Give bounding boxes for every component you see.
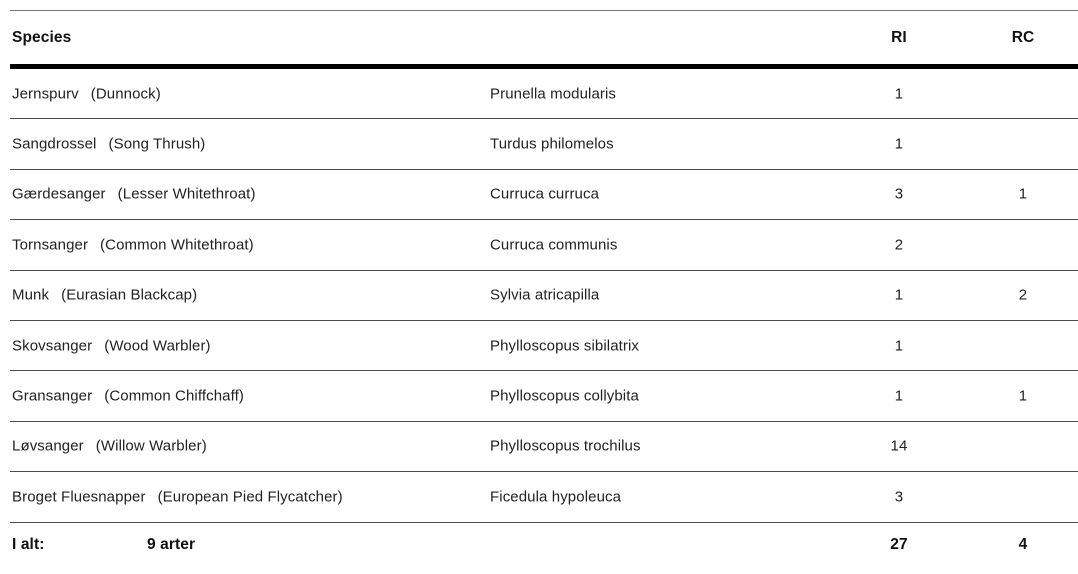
- scientific-name: Prunella modularis: [490, 85, 617, 103]
- table-row: [10, 321, 1078, 371]
- table-header-row: [10, 11, 1078, 69]
- common-name: Jernspurv (Dunnock): [12, 85, 161, 103]
- common-name: Gærdesanger (Lesser Whitethroat): [12, 185, 256, 203]
- scientific-name: Curruca communis: [490, 236, 618, 254]
- ri-value: 1: [894, 387, 904, 405]
- table-row: [10, 371, 1078, 421]
- common-name: Gransanger (Common Chiffchaff): [12, 387, 244, 405]
- scientific-name: Phylloscopus sibilatrix: [490, 337, 640, 355]
- total-label: I alt:: [12, 535, 45, 553]
- total-rc: 4: [1018, 535, 1028, 553]
- rc-value: 1: [1018, 185, 1028, 203]
- scientific-name: Sylvia atricapilla: [490, 286, 600, 304]
- common-name: Løvsanger (Willow Warbler): [12, 437, 207, 455]
- table-row: [10, 119, 1078, 169]
- scientific-name: Phylloscopus trochilus: [490, 437, 641, 455]
- ri-value: 1: [894, 135, 904, 153]
- common-name: Broget Fluesnapper (European Pied Flycatcher): [12, 488, 343, 506]
- total-ri: 27: [890, 535, 908, 553]
- ri-value: 1: [894, 337, 904, 355]
- ri-value: 1: [894, 286, 904, 304]
- table-row: [10, 170, 1078, 220]
- ri-value: 1: [894, 85, 904, 103]
- total-row: [10, 523, 1078, 567]
- rc-value: 2: [1018, 286, 1028, 304]
- scientific-name: Ficedula hypoleuca: [490, 488, 622, 506]
- table-row: [10, 220, 1078, 270]
- common-name: Sangdrossel (Song Thrush): [12, 135, 206, 153]
- total-species-count: 9 arter: [147, 535, 196, 553]
- scientific-name: Phylloscopus collybita: [490, 387, 639, 405]
- ri-value: 3: [894, 185, 904, 203]
- table-row: [10, 69, 1078, 119]
- scientific-name: Curruca curruca: [490, 185, 600, 203]
- common-name: Munk (Eurasian Blackcap): [12, 286, 198, 304]
- ri-value: 2: [894, 236, 904, 254]
- table-row: [10, 271, 1078, 321]
- common-name: Tornsanger (Common Whitethroat): [12, 236, 254, 254]
- header-rc: RC: [1011, 28, 1035, 46]
- rc-value: 1: [1018, 387, 1028, 405]
- scientific-name: Turdus philomelos: [490, 135, 614, 153]
- ri-value: 3: [894, 488, 904, 506]
- table-row: [10, 422, 1078, 472]
- common-name: Skovsanger (Wood Warbler): [12, 337, 211, 355]
- species-table: [10, 10, 1078, 567]
- table-row: [10, 472, 1078, 522]
- header-species: Species: [12, 28, 72, 46]
- ri-value: 14: [890, 437, 908, 455]
- header-ri: RI: [891, 28, 907, 46]
